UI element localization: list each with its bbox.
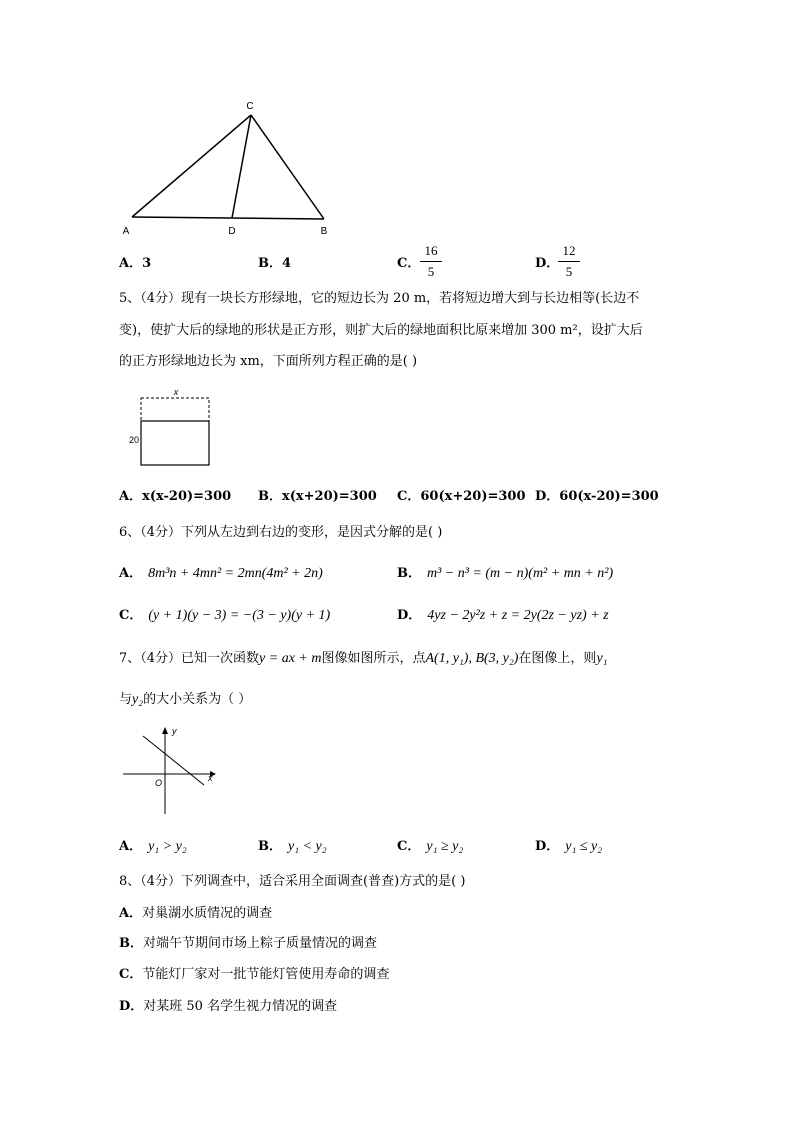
q4-option-d[interactable] <box>535 257 559 270</box>
fraction-denominator: 5 <box>565 264 573 279</box>
option-value: 对端午节期间市场上粽子质量情况的调查 <box>143 936 378 951</box>
function-line <box>143 736 204 785</box>
q7-line2-prefix: 与 <box>119 692 133 707</box>
q5-option-b[interactable] <box>258 490 377 503</box>
option-letter: D． <box>535 839 560 854</box>
original-rectangle <box>141 421 209 465</box>
origin-label: O <box>155 778 163 788</box>
option-value: 60(x-20)=300 <box>559 489 659 504</box>
q5-stem-line2: 变)，使扩大后的绿地的形状是正方形，则扩大后的绿地面积比原来增加 300 m²，设扩大后 <box>119 323 643 338</box>
q7-function: y = ax + m <box>259 651 322 666</box>
short-side-label: 20 <box>128 435 140 445</box>
q4-option-c-fraction <box>420 243 442 280</box>
option-value: 对巢湖水质情况的调查 <box>142 906 273 921</box>
q7-stem-line2 <box>119 693 251 707</box>
q5-stem-line3: 的正方形绿地边长为 xm，下面所列方程正确的是( ) <box>119 354 418 369</box>
q7-y1: y₁ <box>596 651 608 666</box>
option-letter: B． <box>119 936 143 951</box>
q7-option-a[interactable] <box>119 840 187 854</box>
q8-option-d[interactable] <box>119 1000 337 1013</box>
q5-option-a[interactable] <box>119 490 231 503</box>
option-letter: C． <box>119 608 143 623</box>
side-ac <box>132 115 251 217</box>
option-letter: A． <box>119 489 143 504</box>
q4-option-c[interactable] <box>397 257 420 270</box>
q7-y2: y₂ <box>132 692 144 707</box>
x-axis-label: x <box>208 773 213 783</box>
q7-option-c[interactable] <box>397 840 463 854</box>
q4-option-a[interactable] <box>119 257 151 270</box>
side-ab <box>132 217 324 219</box>
option-value: y₁ < y₂ <box>288 839 327 854</box>
linear-function-graph <box>120 722 225 817</box>
option-letter: A． <box>119 839 143 854</box>
side-bc <box>251 115 324 219</box>
q7-stem-suffix: 在图像上，则 <box>518 651 597 666</box>
q7-points: A(1, y₁), B(3, y₂) <box>425 651 519 666</box>
option-value: 4yz − 2y²z + z = 2y(2z − yz) + z <box>427 608 609 623</box>
q8-option-a[interactable] <box>119 907 272 920</box>
q7-stem-mid: 图像如图所示，点 <box>321 651 426 666</box>
option-value: 60(x+20)=300 <box>420 489 526 504</box>
option-letter: C． <box>397 256 421 271</box>
q7-option-b[interactable] <box>258 840 327 854</box>
option-letter: B． <box>258 839 282 854</box>
q7-line2-suffix: 的大小关系为（ ） <box>143 692 252 707</box>
option-value: m³ − n³ = (m − n)(m² + mn + n²) <box>427 566 614 581</box>
q5-option-c[interactable] <box>397 490 526 503</box>
vertex-label-a: A <box>122 226 130 237</box>
q6-option-b[interactable] <box>397 567 613 581</box>
option-value: x(x+20)=300 <box>282 489 377 504</box>
q6-stem: 6、（4分）下列从左边到右边的变形，是因式分解的是( ) <box>119 525 443 540</box>
q6-option-c[interactable] <box>119 609 330 623</box>
option-letter: C． <box>119 967 143 982</box>
option-value: 对某班 50 名学生视力情况的调查 <box>143 999 338 1014</box>
vertex-label-c: C <box>246 101 254 112</box>
q5-stem-line1: 5、（4分）现有一块长方形绿地，它的短边长为 20 m，若将短边增大到与长边相等(长边不 <box>119 291 640 306</box>
y-axis-label: y <box>172 726 177 736</box>
option-letter: B． <box>258 489 282 504</box>
q6-option-a[interactable] <box>119 567 323 581</box>
y-axis-arrow-icon <box>162 727 168 734</box>
q7-stem-line1 <box>119 652 608 666</box>
option-letter: D． <box>535 256 560 271</box>
q7-stem-prefix: 7、（4分）已知一次函数 <box>119 651 260 666</box>
option-value: y₁ ≥ y₂ <box>426 839 464 854</box>
vertex-label-d: D <box>228 226 236 237</box>
q7-option-d[interactable] <box>535 840 602 854</box>
q4-option-b[interactable] <box>258 257 291 270</box>
option-letter: C． <box>397 839 421 854</box>
option-letter: B． <box>397 566 421 581</box>
expansion-area <box>141 398 209 421</box>
option-letter: D． <box>535 489 560 504</box>
option-value: 8m³n + 4mn² = 2mn(4m² + 2n) <box>148 566 323 581</box>
option-value: 3 <box>142 256 152 271</box>
option-value: y₁ ≤ y₂ <box>565 839 603 854</box>
q5-option-d[interactable] <box>535 490 659 503</box>
option-letter: B． <box>258 256 282 271</box>
q4-option-d-fraction <box>558 243 580 280</box>
fraction-numerator: 12 <box>558 243 580 262</box>
q6-option-d[interactable] <box>397 609 609 623</box>
top-side-label: x <box>173 387 179 397</box>
q8-option-b[interactable] <box>119 937 377 950</box>
option-letter: A． <box>119 566 143 581</box>
option-letter: D． <box>397 608 422 623</box>
q8-option-c[interactable] <box>119 968 389 981</box>
segment-cd <box>232 115 251 218</box>
option-letter: C． <box>397 489 421 504</box>
option-letter: A． <box>119 906 143 921</box>
fraction-numerator: 16 <box>420 243 442 262</box>
option-value: 4 <box>282 256 292 271</box>
option-value: 节能灯厂家对一批节能灯管使用寿命的调查 <box>142 967 390 982</box>
option-letter: A． <box>119 256 143 271</box>
vertex-label-b: B <box>320 226 328 237</box>
option-value: x(x-20)=300 <box>142 489 232 504</box>
triangle-figure <box>115 95 340 240</box>
option-value: y₁ > y₂ <box>148 839 187 854</box>
option-value: (y + 1)(y − 3) = −(3 − y)(y + 1) <box>148 608 331 623</box>
fraction-denominator: 5 <box>427 264 435 279</box>
rectangle-figure <box>122 385 217 470</box>
option-letter: D． <box>119 999 144 1014</box>
q8-stem: 8、（4分）下列调查中，适合采用全面调查(普查)方式的是( ) <box>119 874 466 889</box>
